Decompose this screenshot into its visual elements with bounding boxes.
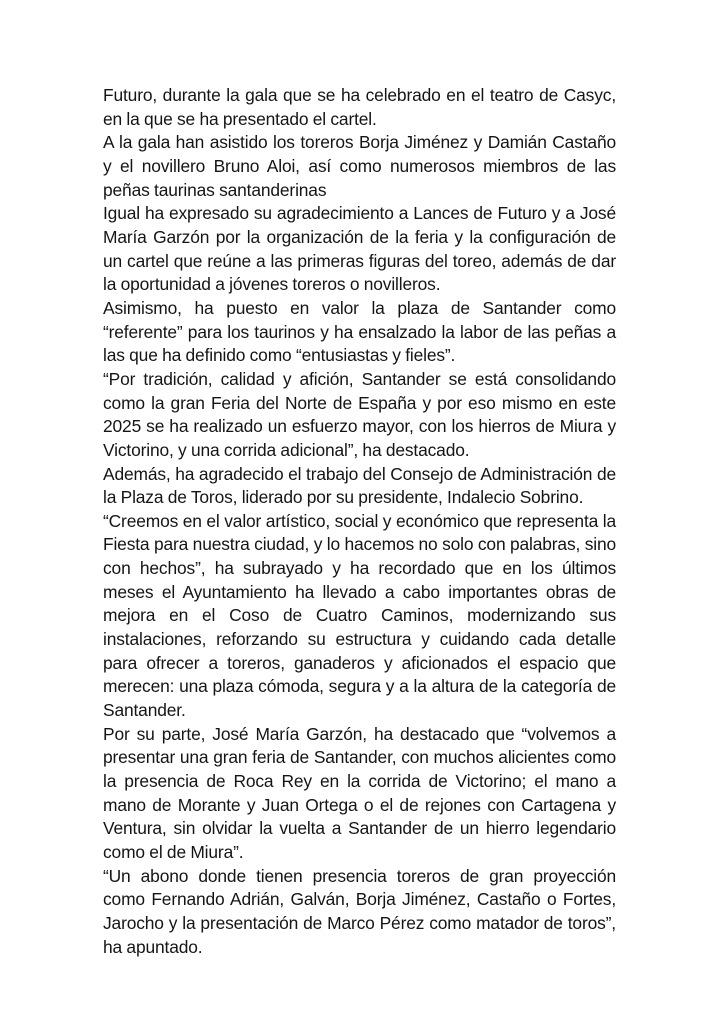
paragraph-consejo: Además, ha agradecido el trabajo del Consejo de Administración de la Plaza de Toros, liderado por su presidente, Indalecio Sobrino.	[103, 463, 616, 508]
paragraph-thanks: Igual ha expresado su agradecimiento a Lances de Futuro y a José María Garzón por la organización de la feria y la configuración de un cartel que reúne a las primeras figuras del toreo, además de dar la oportunidad a jóvenes toreros o novilleros.	[103, 203, 616, 295]
paragraph-attendees: A la gala han asistido los toreros Borja Jiménez y Damián Castaño y el novillero Bruno Aloi, así como numerosos miembros de las peñas taurinas santanderinas	[103, 132, 616, 200]
paragraph-quote-tradition: “Por tradición, calidad y afición, Santander se está consolidando como la gran Feria del Norte de España y por eso mismo en este 2025 se ha realizado un esfuerzo mayor, con los hierros de Miura y Victorino, y una corrida adicional”, ha destacado.	[103, 368, 616, 460]
paragraph-quote-value: “Creemos en el valor artístico, social y económico que representa la Fiesta para nuestra ciudad, y lo hacemos no solo con palabras, sino con hechos”, ha subrayado y ha recordado que en los últimos meses el Ayuntamiento ha llevado a cabo importantes obras de mejora en el Coso de Cuatro Caminos, modernizando sus instalaciones, reforzando su estructura y cuidando cada detalle para ofrecer a toreros, ganaderos y aficionados el espacio que merecen: una plaza cómoda, segura y a la altura de la categoría de Santander.	[103, 510, 616, 721]
paragraph-gala-intro: Futuro, durante la gala que se ha celebrado en el teatro de Casyc, en la que se ha presentado el cartel.	[103, 85, 616, 129]
paragraph-abono: “Un abono donde tienen presencia toreros de gran proyección como Fernando Adrián, Galván, Borja Jiménez, Castaño o Fortes, Jarocho y la presentación de Marco Pérez como matador de toros”, ha apuntado.	[103, 865, 616, 957]
paragraph-garzon: Por su parte, José María Garzón, ha destacado que “volvemos a presentar una gran feria de Santander, con muchos alicientes como la presencia de Roca Rey en la corrida de Victorino; el mano a mano de Morante y Juan Ortega o el de rejones con Cartagena y Ventura, sin olvidar la vuelta a Santander de un hierro legendario como el de Miura”.	[103, 723, 616, 862]
document-page	[103, 84, 616, 959]
paragraph-plaza-value: Asimismo, ha puesto en valor la plaza de Santander como “referente” para los taurinos y ha ensalzado la labor de las peñas a las que ha definido como “entusiastas y fieles”.	[103, 297, 616, 366]
